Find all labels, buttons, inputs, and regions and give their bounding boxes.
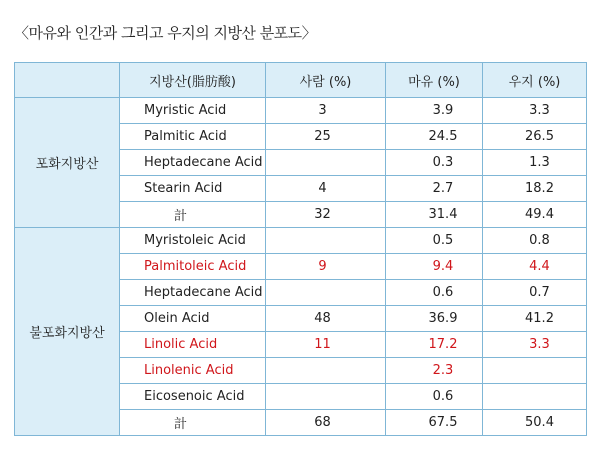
beef-value: 26.5 <box>483 124 587 150</box>
beef-value: 1.3 <box>483 150 587 176</box>
beef-value: 0.7 <box>483 280 587 306</box>
beef-value: 49.4 <box>483 202 587 228</box>
header-horse-oil: 마유 (%) <box>386 63 483 98</box>
human-value: 32 <box>266 202 386 228</box>
horse-value: 17.2 <box>386 332 483 358</box>
acid-name: Myristoleic Acid <box>120 228 266 254</box>
human-value: 25 <box>266 124 386 150</box>
group-label-saturated: 포화지방산 <box>15 98 120 228</box>
table-row <box>15 228 587 254</box>
acid-name: Olein Acid <box>120 306 266 332</box>
human-value <box>266 384 386 410</box>
acid-name: Stearin Acid <box>120 176 266 202</box>
acid-name: Linolic Acid <box>120 332 266 358</box>
header-category <box>15 63 120 98</box>
fatty-acid-table <box>14 62 587 436</box>
beef-value: 3.3 <box>483 332 587 358</box>
horse-value: 31.4 <box>386 202 483 228</box>
beef-value: 18.2 <box>483 176 587 202</box>
human-value <box>266 150 386 176</box>
human-value: 11 <box>266 332 386 358</box>
human-value: 3 <box>266 98 386 124</box>
horse-value: 3.9 <box>386 98 483 124</box>
total-label: 計 <box>120 410 266 436</box>
beef-value: 4.4 <box>483 254 587 280</box>
page-title: 〈마유와 인간과 그리고 우지의 지방산 분포도〉 <box>14 24 317 42</box>
acid-name: Myristic Acid <box>120 98 266 124</box>
beef-value <box>483 358 587 384</box>
horse-value: 0.6 <box>386 384 483 410</box>
horse-value: 67.5 <box>386 410 483 436</box>
beef-value: 50.4 <box>483 410 587 436</box>
acid-name: Eicosenoic Acid <box>120 384 266 410</box>
horse-value: 24.5 <box>386 124 483 150</box>
human-value: 9 <box>266 254 386 280</box>
header-beef-tallow: 우지 (%) <box>483 63 587 98</box>
acid-name: Linolenic Acid <box>120 358 266 384</box>
acid-name: Heptadecane Acid <box>120 150 266 176</box>
human-value <box>266 280 386 306</box>
horse-value: 9.4 <box>386 254 483 280</box>
human-value: 48 <box>266 306 386 332</box>
beef-value: 0.8 <box>483 228 587 254</box>
acid-name: Palmitic Acid <box>120 124 266 150</box>
total-label: 計 <box>120 202 266 228</box>
human-value: 68 <box>266 410 386 436</box>
horse-value: 36.9 <box>386 306 483 332</box>
horse-value: 2.7 <box>386 176 483 202</box>
group-label-unsaturated: 불포화지방산 <box>15 228 120 436</box>
horse-value: 2.3 <box>386 358 483 384</box>
beef-value <box>483 384 587 410</box>
header-fatty-acid: 지방산(脂肪酸) <box>120 63 266 98</box>
human-value <box>266 228 386 254</box>
horse-value: 0.5 <box>386 228 483 254</box>
horse-value: 0.6 <box>386 280 483 306</box>
horse-value: 0.3 <box>386 150 483 176</box>
header-human: 사람 (%) <box>266 63 386 98</box>
table-row <box>15 98 587 124</box>
human-value <box>266 358 386 384</box>
beef-value: 41.2 <box>483 306 587 332</box>
acid-name: Heptadecane Acid <box>120 280 266 306</box>
table-header-row <box>15 63 587 98</box>
beef-value: 3.3 <box>483 98 587 124</box>
human-value: 4 <box>266 176 386 202</box>
acid-name: Palmitoleic Acid <box>120 254 266 280</box>
